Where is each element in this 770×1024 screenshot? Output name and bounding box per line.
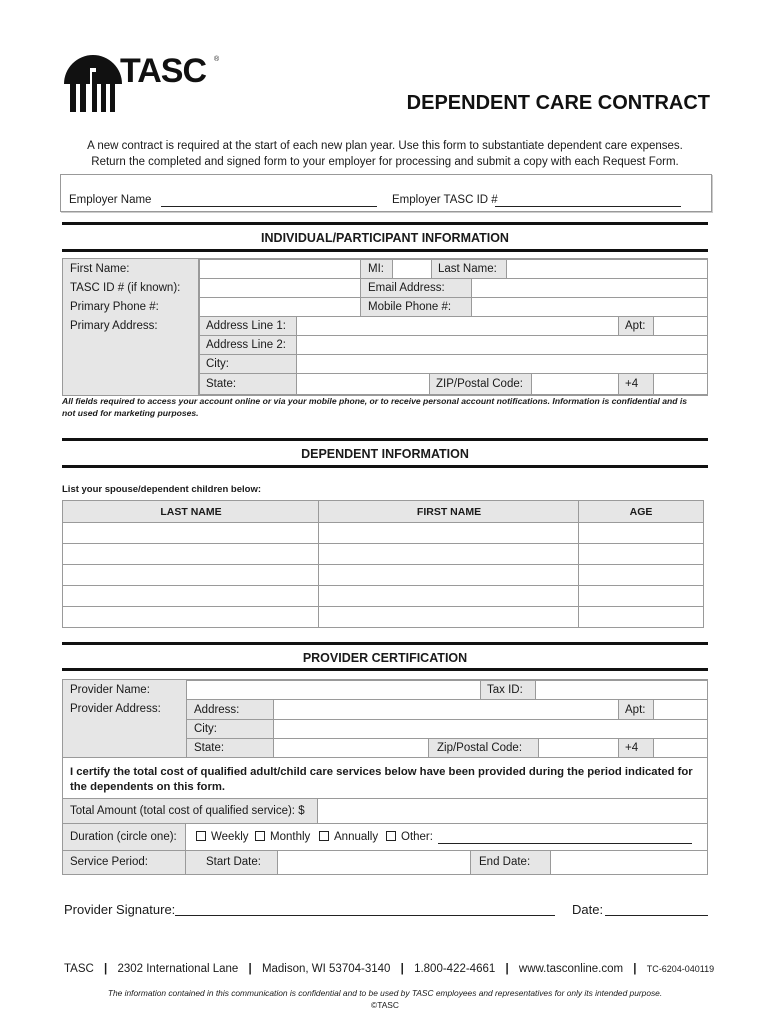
signature-date-field[interactable] (605, 900, 708, 916)
footer-website[interactable]: www.tasconline.com (518, 963, 624, 975)
footer-company: TASC (64, 963, 94, 975)
certify-line-1: I certify the total cost of qualified adult/child care services below have been provided during the period indicated for (70, 766, 693, 778)
apt-input[interactable] (653, 316, 708, 336)
end-date-input[interactable] (551, 851, 707, 874)
address-line1-label: Address Line 1: (206, 320, 286, 332)
provider-apt-input[interactable] (653, 699, 708, 720)
footer-confidential: The information contained in this communication is confidential and to be used by TASC employees and representatives for only its intended purpose. (107, 988, 663, 998)
footer-separator: | (633, 963, 637, 975)
provider-street-label: Address: (194, 704, 240, 716)
tasc-id-label: TASC ID # (if known): (70, 282, 181, 294)
annually-label: Annually (334, 831, 379, 843)
provider-state-input[interactable] (273, 738, 429, 758)
provider-city-label: City: (194, 723, 217, 735)
col-header-age: AGE (629, 506, 653, 518)
provider-section-title: PROVIDER CERTIFICATION (302, 651, 468, 665)
provider-name-label: Provider Name: (70, 684, 150, 696)
email-input[interactable] (471, 278, 708, 298)
footer-separator: | (248, 963, 252, 975)
participant-table (62, 258, 708, 396)
annually-checkbox[interactable] (319, 831, 329, 841)
zip-input[interactable] (531, 373, 619, 395)
service-period-label: Service Period: (70, 856, 148, 868)
last-name-label: Last Name: (438, 263, 497, 275)
table-row[interactable] (63, 565, 703, 586)
footer-copyright: ©TASC (371, 1000, 399, 1010)
footer-address: 2302 International Lane (117, 963, 239, 975)
registered-mark: ® (214, 56, 220, 63)
other-label: Other: (401, 831, 433, 843)
monthly-label: Monthly (270, 831, 311, 843)
provider-address-input[interactable] (273, 699, 619, 720)
participant-section-top-rule (62, 222, 708, 225)
provider-name-input[interactable] (186, 680, 481, 700)
table-row[interactable] (63, 544, 703, 565)
participant-note-line-2: not used for marketing purposes. (62, 408, 199, 418)
provider-section-bottom-rule (62, 668, 708, 671)
other-checkbox[interactable] (386, 831, 396, 841)
provider-zip-input[interactable] (538, 738, 619, 758)
provider-city-input[interactable] (273, 719, 708, 739)
start-date-input[interactable] (278, 851, 471, 874)
address-line2-input[interactable] (296, 335, 708, 355)
intro-line-2: Return the completed and signed form to your employer for processing and submit a copy with each Request Form. (91, 156, 679, 168)
email-label: Email Address: (368, 282, 445, 294)
weekly-label: Weekly (211, 831, 249, 843)
footer-separator: | (104, 963, 108, 975)
provider-section-top-rule (62, 642, 708, 645)
tasc-logo-text: TASC (120, 52, 207, 90)
first-name-label: First Name: (70, 263, 130, 275)
duration-monthly-option[interactable] (255, 831, 310, 843)
last-name-input[interactable] (506, 259, 708, 279)
provider-zip-label: Zip/Postal Code: (437, 742, 523, 754)
city-input[interactable] (296, 354, 708, 374)
footer-separator: | (505, 963, 509, 975)
plus4-label: +4 (625, 378, 639, 390)
footer-phone: 1.800-422-4661 (414, 963, 496, 975)
city-label: City: (206, 358, 229, 370)
address-line2-label: Address Line 2: (206, 339, 286, 351)
total-amount-input[interactable] (318, 799, 707, 824)
dependent-section-bottom-rule (62, 465, 708, 468)
primary-phone-label: Primary Phone #: (70, 301, 159, 313)
participant-note-line-1: All fields required to access your account online or via your mobile phone, or to receive personal account notifications. Information is confidential and is (62, 396, 688, 406)
dependent-section-top-rule (62, 438, 708, 441)
duration-weekly-option[interactable] (196, 831, 249, 843)
duration-other-option[interactable] (386, 831, 433, 843)
duration-label: Duration (circle one): (70, 831, 177, 843)
certify-line-2: the dependents on this form. (70, 781, 226, 793)
table-row[interactable] (63, 607, 703, 627)
dependent-instruction: List your spouse/dependent children below: (62, 484, 261, 495)
employer-tasc-id-field[interactable] (495, 193, 681, 207)
plus4-input[interactable] (653, 373, 708, 395)
tax-id-label: Tax ID: (487, 684, 523, 696)
monthly-checkbox[interactable] (255, 831, 265, 841)
state-input[interactable] (296, 373, 430, 395)
tasc-logo (62, 50, 222, 116)
provider-address-label: Provider Address: (70, 703, 161, 715)
total-amount-label: Total Amount (total cost of qualified service): $ (70, 805, 305, 817)
employer-box (60, 174, 712, 212)
mi-label: MI: (368, 263, 384, 275)
footer-contact (64, 963, 714, 975)
page-title: DEPENDENT CARE CONTRACT (406, 92, 710, 114)
other-duration-field[interactable] (438, 830, 692, 844)
tasc-id-input[interactable] (199, 278, 361, 298)
mobile-phone-input[interactable] (471, 297, 708, 317)
col-header-first-name: FIRST NAME (416, 506, 482, 518)
primary-phone-input[interactable] (199, 297, 361, 317)
primary-address-label: Primary Address: (70, 320, 158, 332)
employer-name-field[interactable] (161, 193, 377, 207)
participant-section-title: INDIVIDUAL/PARTICIPANT INFORMATION (261, 231, 509, 245)
mobile-phone-label: Mobile Phone #: (368, 301, 452, 313)
weekly-checkbox[interactable] (196, 831, 206, 841)
provider-table (62, 679, 708, 875)
provider-plus4-label: +4 (625, 742, 639, 754)
table-row[interactable] (63, 523, 703, 544)
footer-city: Madison, WI 53704-3140 (261, 963, 391, 975)
dependent-table (62, 500, 704, 628)
participant-section-bottom-rule (62, 249, 708, 252)
start-date-label: Start Date: (206, 856, 261, 868)
provider-plus4-input[interactable] (653, 738, 708, 758)
footer-form-code: TC-6204-040119 (646, 964, 715, 974)
table-row[interactable] (63, 586, 703, 607)
zip-label: ZIP/Postal Code: (436, 378, 523, 390)
tasc-logo-mark-icon (62, 50, 124, 116)
address-line1-input[interactable] (296, 316, 619, 336)
provider-state-label: State: (194, 742, 225, 754)
intro-line-1: A new contract is required at the start of each new plan year. Use this form to substantiate dependent care expenses. (87, 140, 683, 152)
first-name-input[interactable] (199, 259, 361, 279)
mi-input[interactable] (392, 259, 432, 279)
apt-label: Apt: (625, 320, 646, 332)
duration-annually-option[interactable] (319, 831, 378, 843)
employer-tasc-id-label: Employer TASC ID # (392, 194, 498, 206)
signature-date-label: Date: (572, 902, 604, 917)
col-header-last-name: LAST NAME (160, 506, 222, 518)
provider-signature-field[interactable] (175, 900, 555, 916)
end-date-label: End Date: (479, 856, 531, 868)
employer-name-label: Employer Name (69, 194, 152, 206)
tax-id-input[interactable] (535, 680, 708, 700)
provider-signature-label: Provider Signature: (64, 902, 176, 917)
footer-separator: | (400, 963, 404, 975)
state-label: State: (206, 378, 237, 390)
provider-apt-label: Apt: (625, 704, 646, 716)
dependent-section-title: DEPENDENT INFORMATION (301, 447, 469, 461)
